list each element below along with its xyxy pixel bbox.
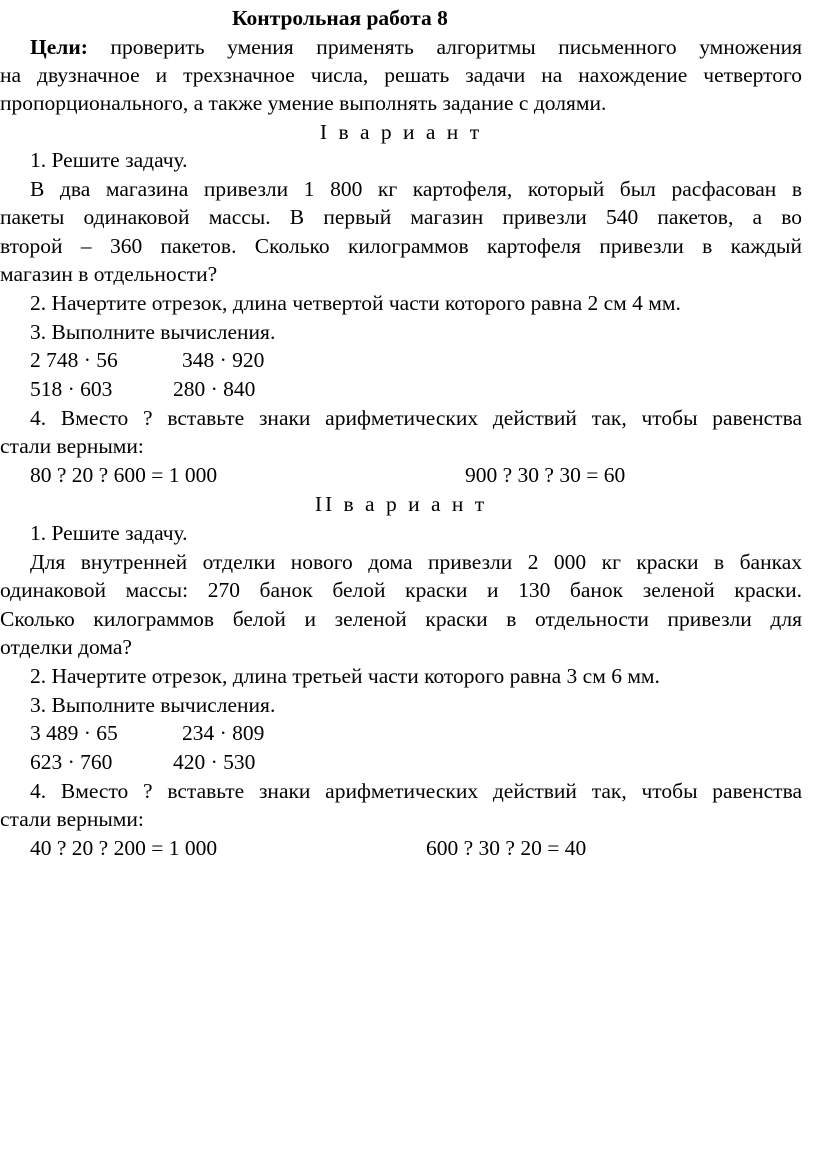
v1-task3-title: 3. Выполните вычисления. bbox=[30, 320, 276, 344]
v1-task1-line-1: В два магазина привезли 1 800 кг картофеля, который был расфасован в bbox=[30, 177, 802, 201]
v2-task4-line-2: стали верными: bbox=[0, 807, 144, 831]
v1-equation-2: 900 ? 30 ? 30 = 60 bbox=[465, 463, 626, 487]
v2-task1-line-3: Сколько килограммов белой и зеленой краски в отдельности привезли для bbox=[0, 607, 802, 631]
v1-task2: 2. Начертите отрезок, длина четвертой части которого равна 2 см 4 мм. bbox=[30, 291, 681, 315]
v2-task3-title: 3. Выполните вычисления. bbox=[30, 693, 276, 717]
v2-equation-2: 600 ? 30 ? 20 = 40 bbox=[426, 836, 587, 860]
v1-equation-1: 80 ? 20 ? 600 = 1 000 bbox=[30, 463, 218, 487]
v2-calc-2b: 420 · 530 bbox=[173, 750, 256, 774]
v1-task1-line-2: пакеты одинаковой массы. В первый магазин привезли 540 пакетов, а во bbox=[0, 205, 802, 229]
v2-equation-1: 40 ? 20 ? 200 = 1 000 bbox=[30, 836, 218, 860]
goals-label: Цели: bbox=[30, 35, 88, 59]
v2-task1-line-4: отделки дома? bbox=[0, 635, 132, 659]
v2-calc-2a: 623 · 760 bbox=[30, 750, 113, 774]
v2-task1-title: 1. Решите задачу. bbox=[30, 521, 188, 545]
page-title: Контрольная работа 8 bbox=[232, 6, 448, 30]
goals-line-3: пропорционального, а также умение выполнять задание с долями. bbox=[0, 91, 607, 115]
v2-task4-line-1: 4. Вместо ? вставьте знаки арифметических действий так, чтобы равенства bbox=[30, 779, 802, 803]
v1-task1-line-4: магазин в отдельности? bbox=[0, 262, 218, 286]
v1-task4-line-2: стали верными: bbox=[0, 434, 144, 458]
v1-task1-line-3: второй – 360 пакетов. Сколько килограммов картофеля привезли в каждый bbox=[0, 234, 802, 258]
v1-calc-1a: 2 748 · 56 bbox=[30, 348, 118, 372]
v2-task1-line-1: Для внутренней отделки нового дома привезли 2 000 кг краски в банках bbox=[30, 550, 802, 574]
v1-task4-line-1: 4. Вместо ? вставьте знаки арифметических действий так, чтобы равенства bbox=[30, 406, 802, 430]
goals-line-2: на двузначное и трехзначное числа, решать задачи на нахождение четвертого bbox=[0, 63, 802, 87]
v1-calc-2a: 518 · 603 bbox=[30, 377, 113, 401]
variant-2-heading: II в а р и а н т bbox=[314, 492, 488, 516]
v2-calc-1a: 3 489 · 65 bbox=[30, 721, 118, 745]
v1-calc-1b: 348 · 920 bbox=[182, 348, 265, 372]
v2-task2: 2. Начертите отрезок, длина третьей части которого равна 3 см 6 мм. bbox=[30, 664, 660, 688]
variant-1-heading: I в а р и а н т bbox=[319, 120, 483, 144]
v2-calc-1b: 234 · 809 bbox=[182, 721, 265, 745]
v1-calc-2b: 280 · 840 bbox=[173, 377, 256, 401]
goals-text-1: проверить умения применять алгоритмы письменного умножения bbox=[110, 35, 802, 59]
v2-task1-line-2: одинаковой массы: 270 банок белой краски и 130 банок зеленой краски. bbox=[0, 578, 802, 602]
v1-task1-title: 1. Решите задачу. bbox=[30, 148, 188, 172]
goals-line-1 bbox=[30, 33, 802, 61]
